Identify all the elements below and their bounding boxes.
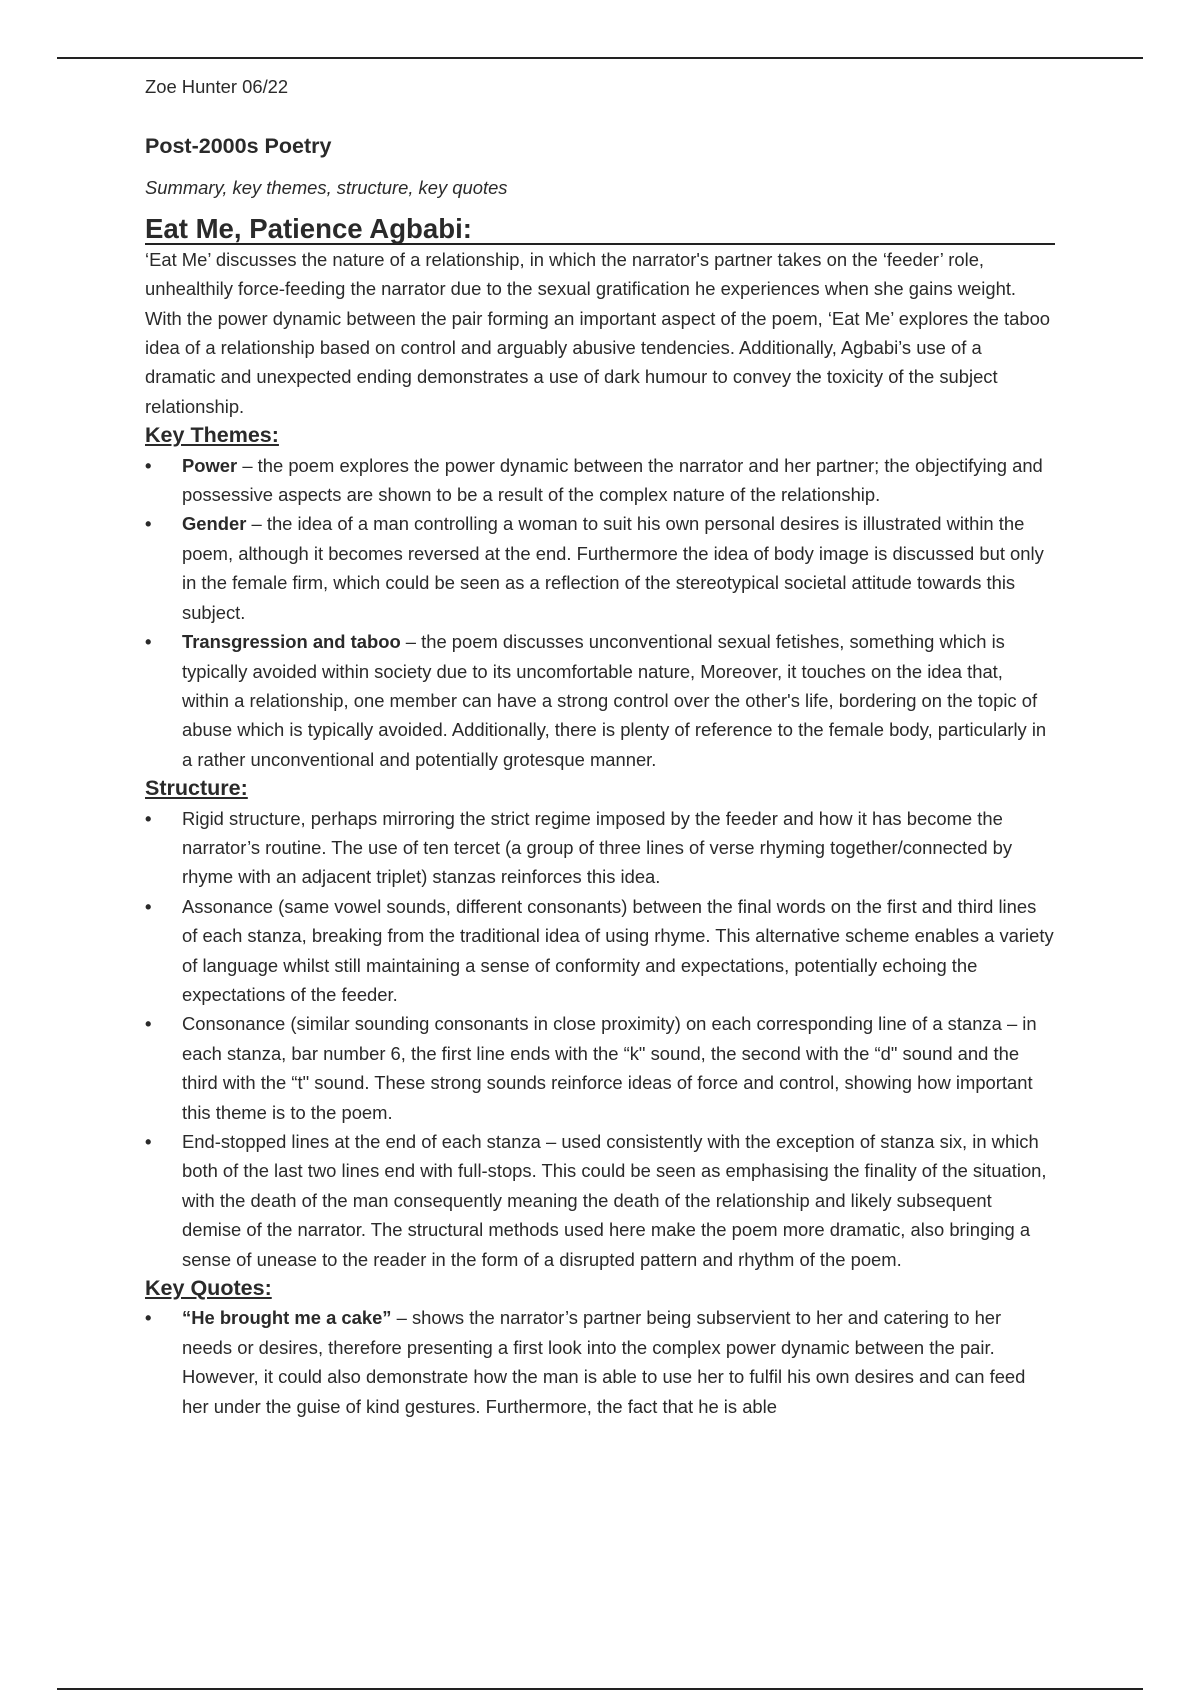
- bullet-icon: •: [145, 807, 152, 829]
- key-themes-list: [145, 451, 1055, 774]
- key-quotes-list: [145, 1303, 1055, 1421]
- bullet-icon: •: [145, 895, 152, 917]
- page-title: Post-2000s Poetry: [145, 134, 332, 159]
- page-bottom-rule: [57, 1688, 1143, 1690]
- key-quote-item: [145, 1303, 1055, 1421]
- poem-heading: Eat Me, Patience Agbabi:: [145, 215, 1055, 245]
- key-theme-item: [145, 627, 1055, 774]
- theme-lead: Gender: [182, 513, 247, 535]
- bullet-icon: •: [145, 1131, 152, 1152]
- bullet-icon: •: [145, 1013, 152, 1035]
- bullet-icon: •: [145, 1307, 152, 1329]
- document-body: [145, 72, 1055, 1421]
- theme-lead: Transgression and taboo: [182, 631, 401, 653]
- key-themes-heading: Key Themes:: [145, 423, 279, 448]
- bullet-icon: •: [145, 454, 152, 476]
- structure-text: End-stopped lines at the end of each stanza – used consistently with the exception of stanza six, in which both of the last two lines end with full-stops. This could be seen as emphasising the finality of the situation, with the death of the man consequently meaning the death of the relationship and likely subsequent demise of the narrator. The structural methods used here make the poem more dramatic, also bringing a sense of unease to the reader in the form of a disrupted pattern and rhythm of the poem.: [182, 1131, 1047, 1270]
- structure-item: [145, 1009, 1055, 1127]
- theme-text: – the poem explores the power dynamic between the narrator and her partner; the objectifying and possessive aspects are shown to be a result of the complex nature of the relationship.: [182, 454, 1043, 506]
- structure-text: Assonance (same vowel sounds, different consonants) between the final words on the first and third lines of each stanza, breaking from the traditional idea of using rhyme. This alternative scheme enables a variety of language whilst still maintaining a sense of conformity and expectations, potentially echoing the expectations of the feeder.: [182, 895, 1054, 1005]
- key-theme-item: [145, 451, 1055, 510]
- structure-item: [145, 1127, 1055, 1274]
- structure-heading: Structure:: [145, 776, 248, 801]
- page-top-rule: [57, 57, 1143, 59]
- structure-item: [145, 892, 1055, 1010]
- poem-summary: ‘Eat Me’ discusses the nature of a relationship, in which the narrator's partner takes on the ‘feeder’ role, unhealthily force-feeding the narrator due to the sexual gratification he experiences when she gains weight. With the power dynamic between the pair forming an important aspect of the poem, ‘Eat Me’ explores the taboo idea of a relationship based on control and arguably abusive tendencies. Additionally, Agbabi’s use of a dramatic and unexpected ending demonstrates a use of dark humour to convey the toxicity of the subject relationship.: [145, 248, 1051, 417]
- theme-text: – the poem discusses unconventional sexual fetishes, something which is typically avoided within society due to its uncomfortable nature, Moreover, it touches on the idea that, within a relationship, one member can have a strong control over the other's life, bordering on the topic of abuse which is typically avoided. Additionally, there is plenty of reference to the female body, particularly in a rather unconventional and potentially grotesque manner.: [182, 631, 1047, 770]
- structure-item: [145, 804, 1055, 892]
- key-quotes-heading: Key Quotes:: [145, 1276, 272, 1301]
- quote-text: – shows the narrator’s partner being subservient to her and catering to her needs or desires, therefore presenting a first look into the complex power dynamic between the pair. However, it could also demonstrate how the man is able to use her to fulfil his own desires and can feed her under the guise of kind gestures. Furthermore, the fact that he is able: [182, 1307, 1026, 1417]
- theme-lead: Power: [182, 454, 238, 476]
- theme-text: – the idea of a man controlling a woman to suit his own personal desires is illustrated within the poem, although it becomes reversed at the end. Furthermore the idea of body image is discussed but only in the female firm, which could be seen as a reflection of the stereotypical societal attitude towards this subject.: [182, 513, 1044, 623]
- key-theme-item: [145, 509, 1055, 627]
- author-date: Zoe Hunter 06/22: [145, 76, 289, 97]
- page-subtitle: Summary, key themes, structure, key quotes: [145, 177, 508, 199]
- structure-list: [145, 804, 1055, 1275]
- structure-text: Rigid structure, perhaps mirroring the strict regime imposed by the feeder and how it has become the narrator’s routine. The use of ten tercet (a group of three lines of verse rhyming together/connected by rhyme with an adjacent triplet) stanzas reinforces this idea.: [182, 807, 1013, 888]
- structure-text: Consonance (similar sounding consonants in close proximity) on each corresponding line of a stanza – in each stanza, bar number 6, the first line ends with the “k" sound, the second with the “d" sound and the third with the “t" sound. These strong sounds reinforce ideas of force and control, showing how important this theme is to the poem.: [182, 1013, 1037, 1123]
- bullet-icon: •: [145, 513, 152, 535]
- quote-lead: “He brought me a cake”: [182, 1307, 392, 1329]
- bullet-icon: •: [145, 631, 152, 653]
